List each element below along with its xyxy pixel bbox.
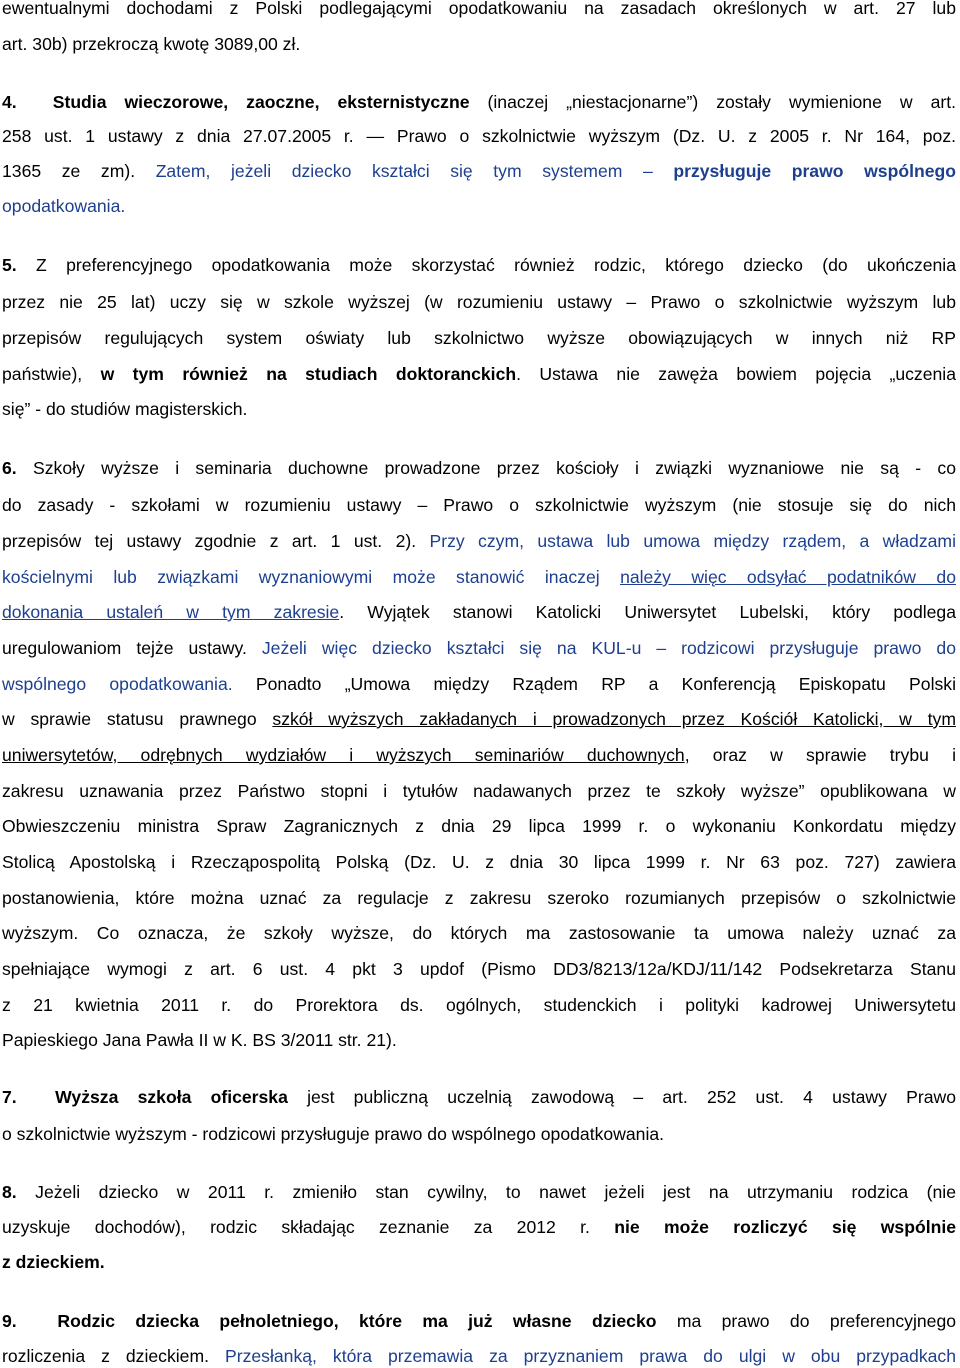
text-run: jest publiczną uczelnią zawodową – art. 252 ust. 4 ustawy Prawo <box>287 1087 956 1107</box>
bold-run: w tym również na studiach doktoranckich <box>100 364 517 384</box>
text-run: Prawo o szkolnictwie wyższym (Dz. U. z 2005 r. Nr 164, poz. <box>384 126 957 146</box>
text-line <box>2 398 956 420</box>
text-run: Jeżeli dziecko w 2011 r. zmieniło stan cywilny, to nawet jeżeli jest na utrzymaniu rodzica (nie <box>16 1182 956 1202</box>
text-line <box>2 530 956 552</box>
text-line <box>2 887 956 909</box>
text-run: , oraz w sprawie trybu i <box>684 745 956 765</box>
item-number: 9. <box>2 1311 17 1331</box>
text-run: przez nie 25 lat) uczy się w szkole wyższej (w rozumieniu ustawy – Prawo o szkolnictwie wyższym lub <box>2 292 956 312</box>
text-line <box>2 958 956 980</box>
text-run: Z preferencyjnego opodatkowania może skorzystać również rodzic, którego dziecko (do ukończenia <box>16 255 956 275</box>
highlight-run: opodatkowania. <box>2 196 126 216</box>
text-line <box>2 0 956 19</box>
item-number: 7. <box>2 1087 17 1107</box>
text-run: . Ustawa nie zawęża bowiem pojęcia „uczenia <box>516 364 956 384</box>
text-run: w sprawie statusu prawnego <box>2 709 273 729</box>
text-run: przepisów tej ustawy zgodnie z art. 1 ust. 2). <box>2 531 430 551</box>
text-run: art. 30b) przekroczą kwotę 3089,00 zł. <box>2 34 301 54</box>
text-run: przepisów regulujących system oświaty lub szkolnictwo wyższe obowiązujących w innych niż RP <box>2 328 956 348</box>
text-line <box>2 363 956 385</box>
list-item-5 <box>2 254 956 276</box>
text-run: Szkoły wyższe i seminaria duchowne prowadzone przez kościoły i związki wyznaniowe nie są - co <box>16 458 956 478</box>
underlined-run: uniwersytetów, odrębnych wydziałów i wyższych seminariów duchownych <box>2 745 685 765</box>
text-run: (inaczej „niestacjonarne”) zostały wymienione w art. <box>469 92 957 112</box>
text-line <box>2 673 956 695</box>
text-line <box>2 744 956 766</box>
text-run: wyższym. Co oznacza, że szkoły wyższe, do których ma zastosowanie ta umowa należy uznać za <box>2 923 956 943</box>
text-run: ewentualnymi dochodami z Polski podlegającymi opodatkowaniu na zasadach określonych w art. 27 lub <box>2 0 956 18</box>
dash-glyph: — <box>366 126 385 146</box>
highlight-run: kościelnymi lub związkami wyznaniowymi może stanowić inaczej <box>2 567 621 587</box>
list-item-9 <box>2 1310 956 1332</box>
underlined-run: dokonania ustaleń w tym zakresie <box>2 602 340 622</box>
list-item-7 <box>2 1086 956 1108</box>
bold-highlight-run: przysługuje prawo wspólnego <box>673 161 956 181</box>
text-line <box>2 815 956 837</box>
text-run: 258 ust. 1 ustawy z dnia 27.07.2005 r. <box>2 126 367 146</box>
text-line <box>2 1216 956 1238</box>
list-item-8 <box>2 1181 956 1203</box>
item-number: 5. <box>2 255 17 275</box>
bold-run: z dzieckiem. <box>2 1252 105 1272</box>
text-line <box>2 637 956 659</box>
bold-run: Wyższa szkoła oficerska <box>55 1087 288 1107</box>
text-line <box>2 922 956 944</box>
list-item-4 <box>2 91 956 113</box>
text-line <box>2 1029 956 1051</box>
text-line <box>2 1345 956 1367</box>
text-line <box>2 566 956 588</box>
bold-run: Rodzic dziecka pełnoletniego, które ma już własne dziecko <box>57 1311 657 1331</box>
text-run: postanowienia, które można uznać za regulacje z zakresu szeroko rozumianych przepisów o szkolnictwie <box>2 888 956 908</box>
text-line <box>2 160 956 182</box>
text-run: Papieskiego Jana Pawła II w K. BS 3/2011 str. 21). <box>2 1030 397 1050</box>
item-number: 4. <box>2 92 17 112</box>
text-line <box>2 994 956 1016</box>
item-number: 6. <box>2 458 17 478</box>
text-run: . Wyjątek stanowi Katolicki Uniwersytet Lubelski, który podlega <box>339 602 956 622</box>
highlight-run: wspólnego opodatkowania. <box>2 674 256 694</box>
text-run: spełniające wymogi z art. 6 ust. 4 pkt 3 updof (Pismo DD3/8213/12a/KDJ/11/142 Podsekretarza Stanu <box>2 959 956 979</box>
text-run: 1365 ze zm). <box>2 161 156 181</box>
text-run: uregulowaniom tejże ustawy. <box>2 638 262 658</box>
text-run: o szkolnictwie wyższym - rodzicowi przysługuje prawo do wspólnego opodatkowania. <box>2 1124 665 1144</box>
text-line <box>2 291 956 313</box>
underlined-run: należy więc odsyłać podatników do <box>620 567 956 587</box>
text-run: Obwieszczeniu ministra Spraw Zagranicznych z dnia 29 lipca 1999 r. o wykonaniu Konkordatu między <box>2 816 956 836</box>
text-run: z 21 kwietnia 2011 r. do Prorektora ds. ogólnych, studenckich i polityki kadrowej Uniwersytetu <box>2 995 956 1015</box>
bold-run: nie może rozliczyć się wspólnie <box>614 1217 957 1237</box>
text-run: państwie), <box>2 364 101 384</box>
text-line <box>2 195 956 217</box>
text-run: zakresu uznawania przez Państwo stopni i tytułów nadawanych przez te szkoły wyższe” opublikowana w <box>2 781 956 801</box>
text-line <box>2 601 956 623</box>
bold-run: Studia wieczorowe, zaoczne, eksternistyczne <box>52 92 470 112</box>
text-line <box>2 780 956 802</box>
text-line <box>2 1123 956 1145</box>
text-line <box>2 708 956 730</box>
underlined-run: szkół wyższych zakładanych i prowadzonych przez Kościół Katolicki, w tym <box>272 709 956 729</box>
highlight-run: Przy czym, ustawa lub umowa między rządem, a władzami <box>429 531 956 551</box>
text-line <box>2 327 956 349</box>
text-line <box>2 125 956 147</box>
highlight-run: Przesłanką, która przemawia za przyznaniem prawa do ulgi w obu przypadkach <box>225 1346 957 1366</box>
text-run: Ponadto „Umowa między Rządem RP a Konferencją Episkopatu Polski <box>255 674 956 694</box>
item-number: 8. <box>2 1182 17 1202</box>
text-line <box>2 851 956 873</box>
text-line <box>2 33 956 55</box>
text-line <box>2 1251 956 1273</box>
text-run: rozliczenia z dzieckiem. <box>2 1346 225 1366</box>
highlight-run: Jeżeli więc dziecko kształci się na KUL-u – rodzicowi przysługuje prawo do <box>261 638 956 658</box>
text-run: ma prawo do preferencyjnego <box>656 1311 957 1331</box>
highlight-run: Zatem, jeżeli dziecko kształci się tym systemem – <box>155 161 674 181</box>
list-item-6 <box>2 457 956 479</box>
text-run: się” - do studiów magisterskich. <box>2 399 248 419</box>
text-run: Stolicą Apostolską i Rzecząpospolitą Polską (Dz. U. z dnia 30 lipca 1999 r. Nr 63 poz. 727) zawiera <box>2 852 956 872</box>
text-line <box>2 494 956 516</box>
text-run: uzyskuje dochodów), rodzic składając zeznanie za 2012 r. <box>2 1217 615 1237</box>
text-run: do zasady - szkołami w rozumieniu ustawy – Prawo o szkolnictwie wyższym (nie stosuje się do nich <box>2 495 956 515</box>
